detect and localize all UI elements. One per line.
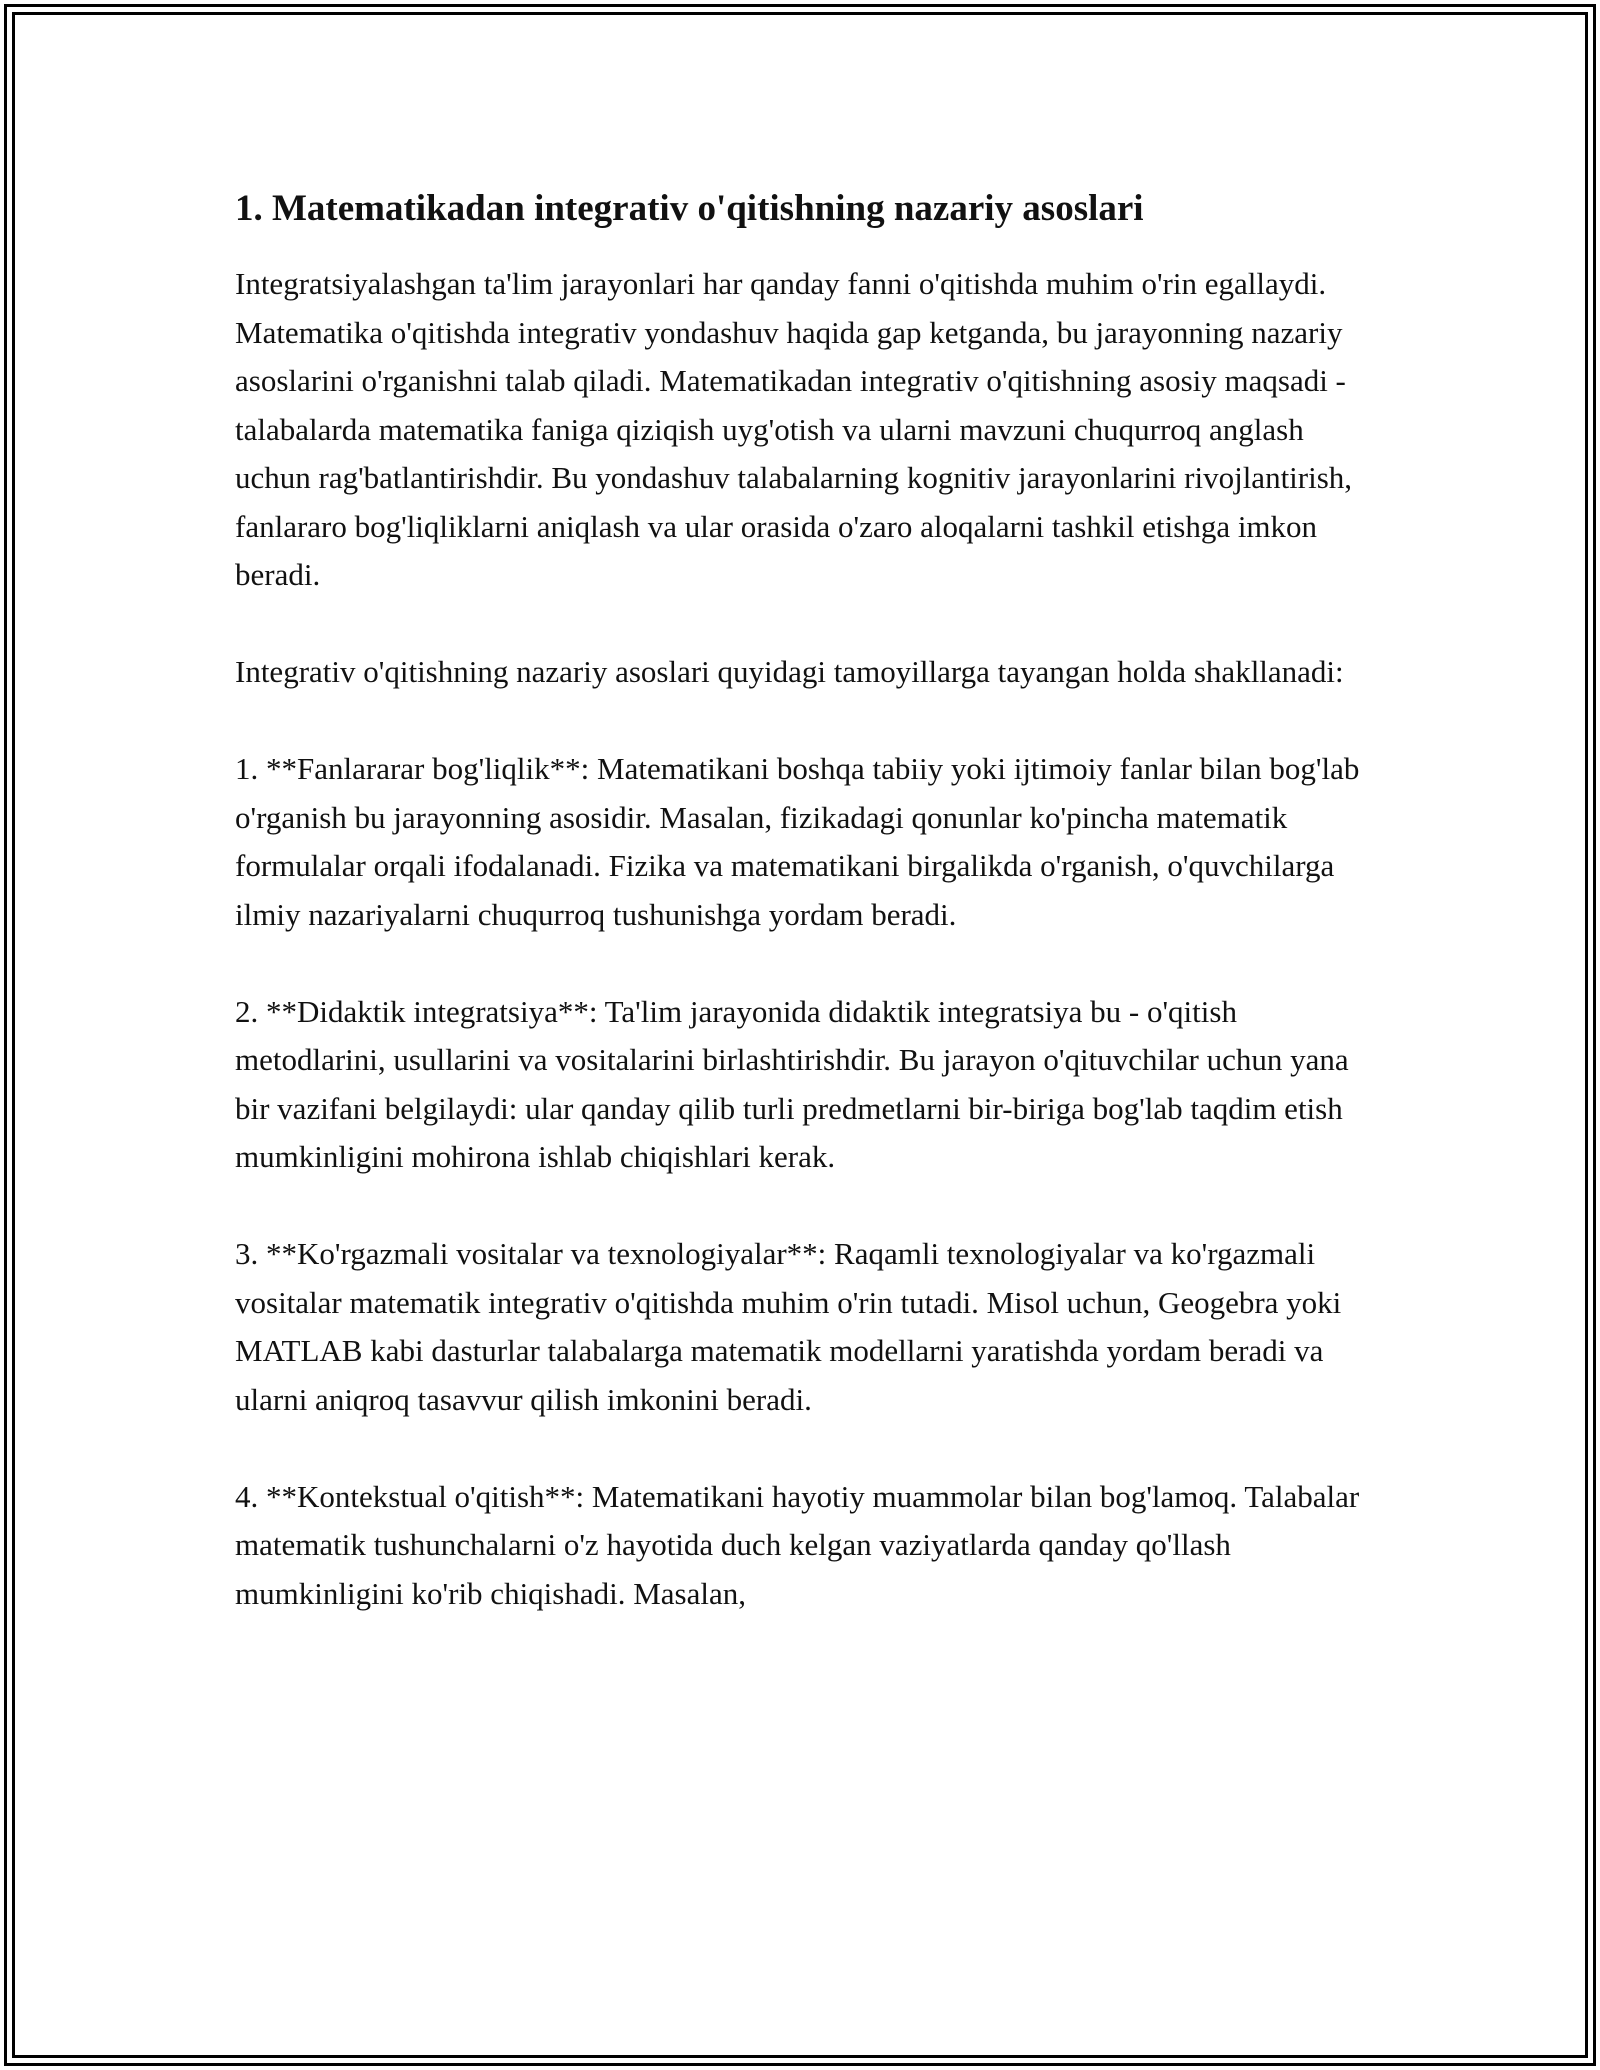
document-body	[235, 185, 1385, 1618]
intro-paragraph: Integratsiyalashgan ta'lim jarayonlari har qanday fanni o'qitishda muhim o'rin egallaydi. Matematika o'qitishda integrativ yondashuv haqida gap ketganda, bu jarayonning nazariy asoslarini o'rganishni talab qiladi. Matematikadan integrativ o'qitishning asosiy maqsadi - talabalarda matematika faniga qiziqish uyg'otish va ularni mavzuni chuqurroq anglash uchun rag'batlantirishdir. Bu yondashuv talabalarning kognitiv jarayonlarini rivojlantirish, fanlararo bog'liqliklarni aniqlash va ular orasida o'zaro aloqalarni tashkil etishga imkon beradi.	[235, 266, 1353, 592]
principle-2-paragraph: 2. **Didaktik integratsiya**: Ta'lim jarayonida didaktik integratsiya bu - o'qitish metodlarini, usullarini va vositalarini birlashtirishdir. Bu jarayon o'qituvchilar uchun yana bir vazifani belgilaydi: ular qanday qilib turli predmetlarni bir-biriga bog'lab taqdim etish mumkinligini mohirona ishlab chiqishlari kerak.	[235, 993, 1349, 1174]
principle-4-paragraph: 4. **Kontekstual o'qitish**: Matematikani hayotiy muammolar bilan bog'lamoq. Talabalar matematik tushunchalarni o'z hayotida duch kelgan vaziyatlarda qanday qo'llash mumkinligini ko'rib chiqishadi. Masalan,	[235, 1478, 1360, 1611]
principle-1-paragraph: 1. **Fanlararar bog'liqlik**: Matematikani boshqa tabiiy yoki ijtimoiy fanlar bilan bog'lab o'rganish bu jarayonning asosidir. Masalan, fizikadagi qonunlar ko'pincha matematik formulalar orqali ifodalanadi. Fizika va matematikani birgalikda o'rganish, o'quvchilarga ilmiy nazariyalarni chuqurroq tushunishga yordam beradi.	[235, 751, 1360, 932]
section-heading: 1. Matematikadan integrativ o'qitishning nazariy asoslari	[235, 188, 1144, 229]
principle-3-paragraph: 3. **Ko'rgazmali vositalar va texnologiyalar**: Raqamli texnologiyalar va ko'rgazmali vositalar matematik integrativ o'qitishda muhim o'rin tutadi. Misol uchun, Geogebra yoki MATLAB kabi dasturlar talabalarga matematik modellarni yaratishda yordam beradi va ularni aniqroq tasavvur qilish imkonini beradi.	[235, 1236, 1342, 1417]
principles-intro-paragraph: Integrativ o'qitishning nazariy asoslari quyidagi tamoyillarga tayangan holda shakllanadi:	[235, 654, 1344, 689]
